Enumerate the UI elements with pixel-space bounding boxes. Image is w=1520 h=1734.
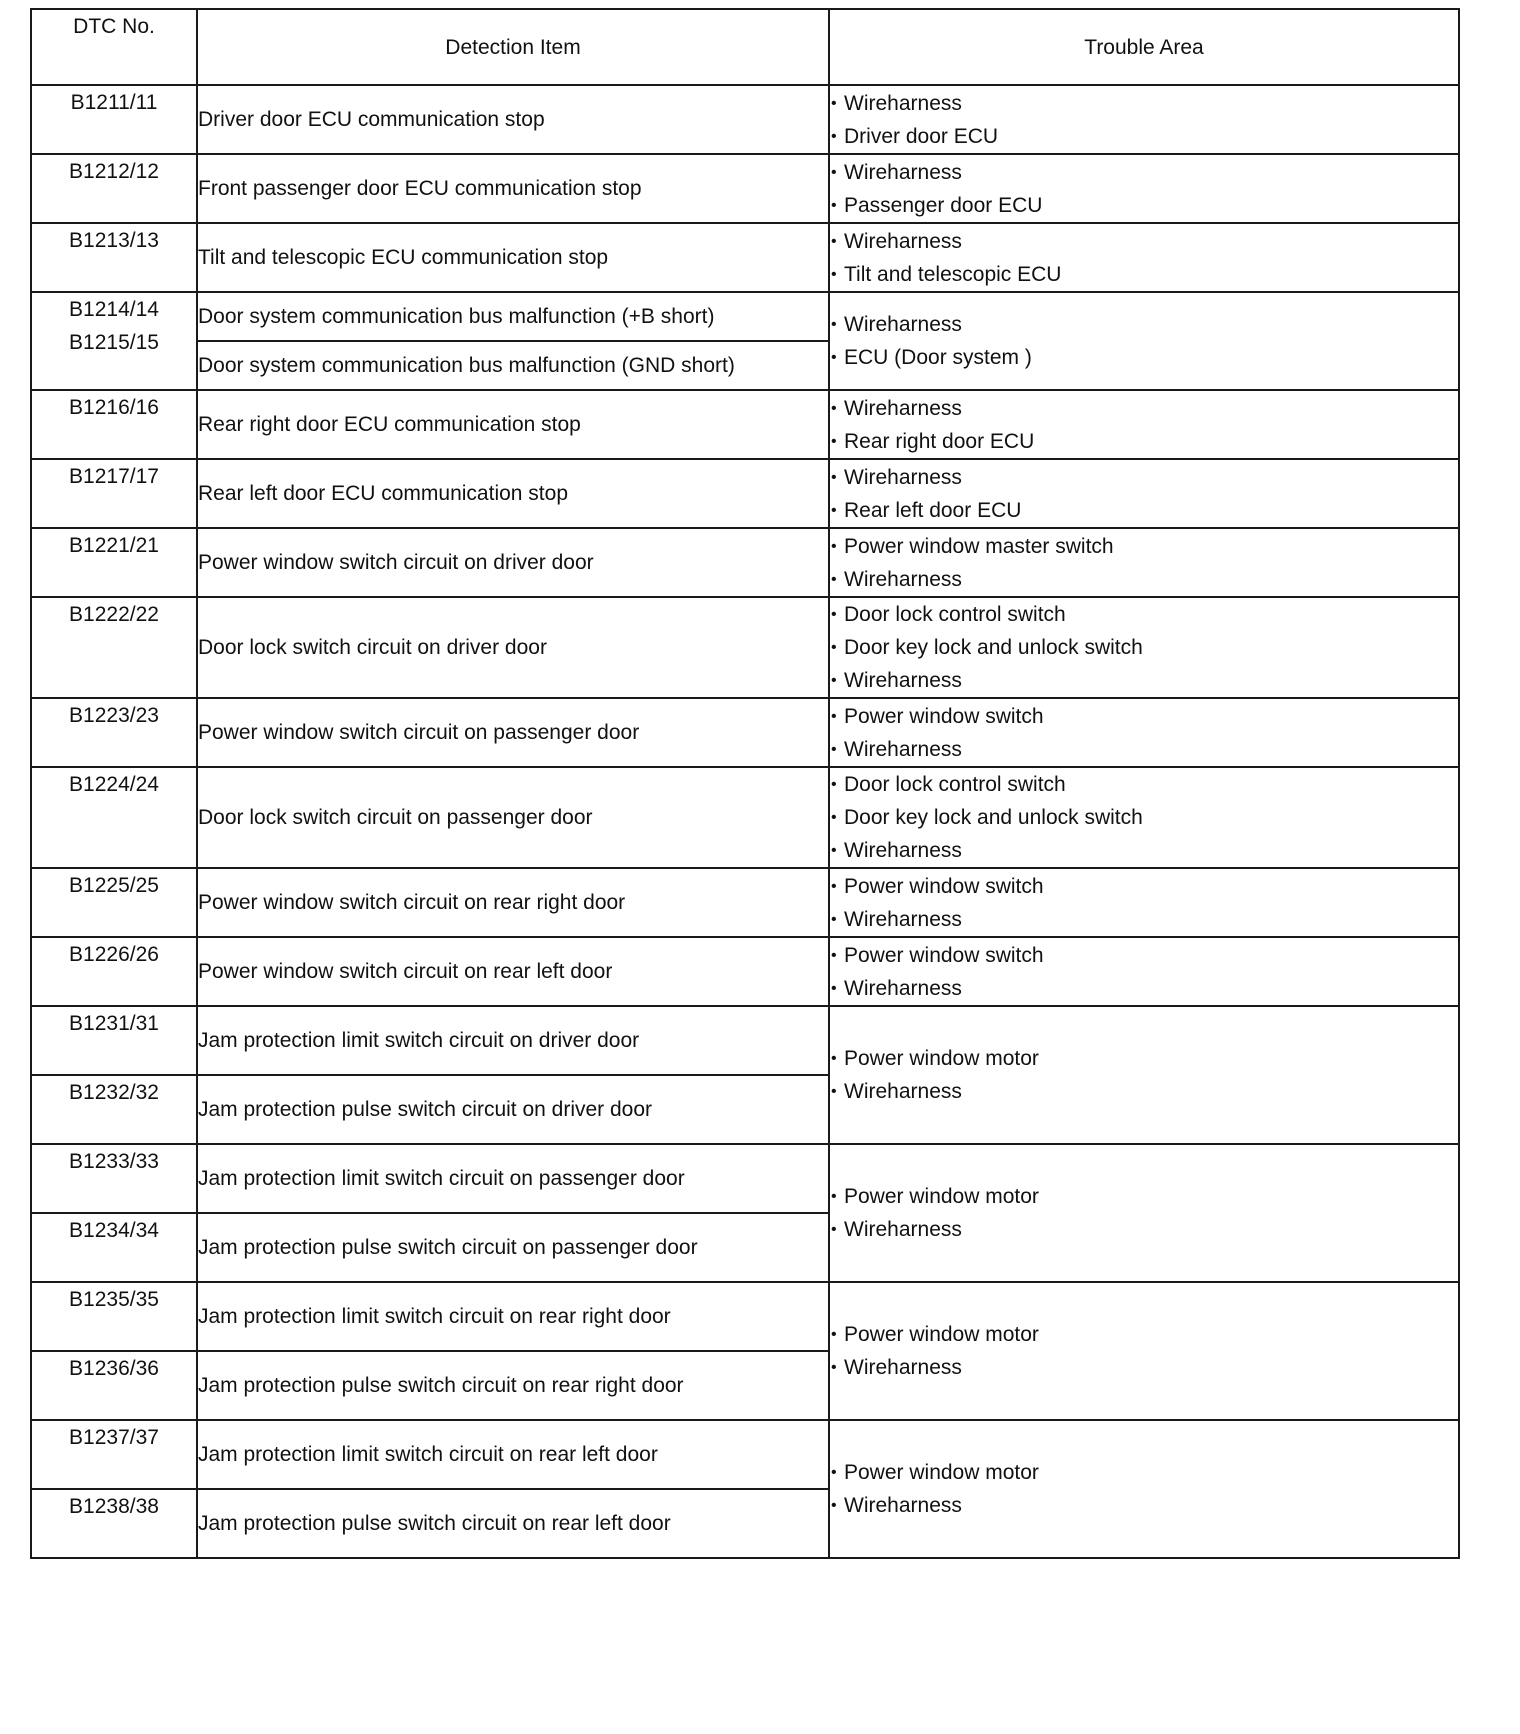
detection-item-cell: Power window switch circuit on rear right door	[197, 868, 829, 937]
trouble-area-list	[830, 768, 1458, 867]
dtc-cell	[31, 1213, 197, 1282]
dtc-cell	[31, 1075, 197, 1144]
trouble-area-item	[830, 120, 1458, 153]
detection-item-cell: Door lock switch circuit on driver door	[197, 597, 829, 698]
table-row	[31, 868, 1459, 937]
trouble-area-text: Wireharness	[844, 465, 962, 489]
table-row	[31, 292, 1459, 341]
header-trouble-area: Trouble Area	[829, 9, 1459, 85]
trouble-area-text: Wireharness	[844, 1080, 962, 1103]
bullet-icon: •	[831, 127, 837, 145]
trouble-area-text: Driver door ECU	[844, 124, 999, 148]
trouble-area-text: Rear left door ECU	[844, 498, 1022, 522]
dtc-cell	[31, 292, 197, 390]
dtc-cell	[31, 597, 197, 698]
dtc-code: B1226/26	[69, 943, 159, 966]
trouble-area-item	[830, 1042, 1458, 1075]
trouble-area-item	[830, 563, 1458, 596]
trouble-area-cell	[829, 390, 1459, 459]
bullet-icon: •	[831, 316, 837, 333]
trouble-area-text: Passenger door ECU	[844, 193, 1043, 217]
trouble-area-text: Power window motor	[844, 1047, 1039, 1070]
dtc-cell	[31, 85, 197, 154]
detection-item-cell: Door system communication bus malfunction (GND short)	[197, 341, 829, 390]
bullet-icon: •	[831, 1497, 837, 1514]
trouble-area-item	[830, 189, 1458, 222]
detection-item-cell: Front passenger door ECU communication stop	[197, 154, 829, 223]
bullet-icon: •	[831, 163, 837, 181]
trouble-area-item	[830, 392, 1458, 425]
bullet-icon: •	[831, 740, 837, 758]
dtc-code: B1231/31	[69, 1012, 159, 1035]
table-row	[31, 597, 1459, 698]
dtc-cell	[31, 1282, 197, 1351]
trouble-area-text: Power window motor	[844, 1461, 1039, 1484]
bullet-icon: •	[831, 468, 837, 486]
detection-item-cell: Rear left door ECU communication stop	[197, 459, 829, 528]
bullet-icon: •	[831, 809, 837, 826]
trouble-area-cell	[829, 1420, 1459, 1558]
dtc-table	[30, 8, 1460, 1559]
trouble-area-cell	[829, 1282, 1459, 1420]
bullet-icon: •	[831, 707, 837, 725]
trouble-area-item	[830, 664, 1458, 697]
trouble-area-text: Wireharness	[844, 839, 962, 862]
trouble-area-cell	[829, 698, 1459, 767]
dtc-code: B1213/13	[69, 229, 159, 252]
dtc-cell	[31, 937, 197, 1006]
dtc-code: B1237/37	[69, 1426, 159, 1449]
dtc-code: B1211/11	[70, 91, 158, 114]
table-row	[31, 1144, 1459, 1213]
bullet-icon: •	[831, 910, 837, 928]
table-header	[31, 9, 1459, 85]
trouble-area-text: Rear right door ECU	[844, 429, 1035, 453]
table-row	[31, 698, 1459, 767]
table-row	[31, 154, 1459, 223]
dtc-code: B1225/25	[69, 874, 159, 897]
trouble-area-item	[830, 939, 1458, 972]
trouble-area-text: Door lock control switch	[844, 773, 1066, 796]
dtc-code: B1212/12	[69, 160, 159, 183]
trouble-area-cell	[829, 85, 1459, 154]
trouble-area-item	[830, 870, 1458, 903]
trouble-area-list	[830, 87, 1458, 153]
trouble-area-text: Power window master switch	[844, 534, 1114, 558]
trouble-area-item	[830, 461, 1458, 494]
trouble-area-text: ECU (Door system )	[844, 346, 1032, 369]
bullet-icon: •	[831, 94, 837, 112]
bullet-icon: •	[831, 606, 837, 623]
detection-item-cell: Jam protection pulse switch circuit on rear left door	[197, 1489, 829, 1558]
trouble-area-item	[830, 834, 1458, 867]
bullet-icon: •	[831, 1188, 837, 1205]
dtc-cell	[31, 459, 197, 528]
trouble-area-item	[830, 225, 1458, 258]
trouble-area-cell	[829, 1006, 1459, 1144]
bullet-icon: •	[831, 1464, 837, 1481]
dtc-cell	[31, 528, 197, 597]
trouble-area-item	[830, 598, 1458, 631]
bullet-icon: •	[831, 979, 837, 997]
bullet-icon: •	[831, 537, 837, 555]
bullet-icon: •	[831, 501, 837, 519]
bullet-icon: •	[831, 946, 837, 964]
table-row	[31, 85, 1459, 154]
trouble-area-item	[830, 258, 1458, 291]
detection-item-cell: Jam protection limit switch circuit on driver door	[197, 1006, 829, 1075]
table-row	[31, 459, 1459, 528]
trouble-area-text: Wireharness	[844, 229, 962, 253]
trouble-area-text: Wireharness	[844, 396, 962, 420]
dtc-code: B1223/23	[69, 704, 159, 727]
dtc-cell	[31, 1144, 197, 1213]
trouble-area-list	[830, 1180, 1458, 1246]
trouble-area-item	[830, 1351, 1458, 1384]
trouble-area-text: Power window switch	[844, 704, 1044, 728]
dtc-code: B1224/24	[69, 773, 159, 796]
detection-item-cell: Jam protection limit switch circuit on passenger door	[197, 1144, 829, 1213]
trouble-area-text: Wireharness	[844, 976, 962, 1000]
trouble-area-cell	[829, 937, 1459, 1006]
bullet-icon: •	[831, 672, 837, 689]
trouble-area-item	[830, 494, 1458, 527]
trouble-area-list	[830, 1456, 1458, 1522]
table-row	[31, 1420, 1459, 1489]
dtc-code: B1235/35	[69, 1288, 159, 1311]
trouble-area-item	[830, 1213, 1458, 1246]
bullet-icon: •	[831, 842, 837, 859]
bullet-icon: •	[831, 570, 837, 588]
detection-item-cell: Rear right door ECU communication stop	[197, 390, 829, 459]
trouble-area-text: Power window switch	[844, 943, 1044, 967]
header-row	[31, 9, 1459, 85]
trouble-area-cell	[829, 868, 1459, 937]
trouble-area-cell	[829, 459, 1459, 528]
trouble-area-text: Wireharness	[844, 737, 962, 761]
trouble-area-list	[830, 870, 1458, 936]
trouble-area-cell	[829, 597, 1459, 698]
trouble-area-cell	[829, 292, 1459, 390]
trouble-area-list	[830, 530, 1458, 596]
dtc-cell	[31, 698, 197, 767]
trouble-area-list	[830, 939, 1458, 1005]
trouble-area-text: Wireharness	[844, 669, 962, 692]
trouble-area-list	[830, 1042, 1458, 1108]
dtc-code: B1214/14	[69, 298, 159, 321]
trouble-area-item	[830, 801, 1458, 834]
trouble-area-text: Power window switch	[844, 874, 1044, 898]
dtc-code: B1215/15	[69, 331, 159, 354]
detection-item-cell: Jam protection pulse switch circuit on passenger door	[197, 1213, 829, 1282]
detection-item-cell: Tilt and telescopic ECU communication stop	[197, 223, 829, 292]
bullet-icon: •	[831, 1083, 837, 1100]
bullet-icon: •	[831, 432, 837, 450]
dtc-cell	[31, 390, 197, 459]
trouble-area-list	[830, 225, 1458, 291]
trouble-area-text: Door key lock and unlock switch	[844, 636, 1143, 659]
dtc-code: B1232/32	[69, 1081, 159, 1104]
trouble-area-list	[830, 1318, 1458, 1384]
bullet-icon: •	[831, 265, 837, 283]
dtc-code: B1221/21	[69, 534, 159, 557]
bullet-icon: •	[831, 196, 837, 214]
dtc-cell	[31, 223, 197, 292]
trouble-area-item	[830, 1489, 1458, 1522]
trouble-area-text: Wireharness	[844, 1494, 962, 1517]
trouble-area-list	[830, 700, 1458, 766]
trouble-area-text: Door lock control switch	[844, 603, 1066, 626]
trouble-area-text: Wireharness	[844, 907, 962, 931]
trouble-area-item	[830, 700, 1458, 733]
trouble-area-text: Power window motor	[844, 1323, 1039, 1346]
dtc-code: B1234/34	[69, 1219, 159, 1242]
header-detection-item: Detection Item	[197, 9, 829, 85]
bullet-icon: •	[831, 399, 837, 417]
dtc-code: B1217/17	[69, 465, 159, 488]
bullet-icon: •	[831, 776, 837, 793]
trouble-area-item	[830, 1456, 1458, 1489]
trouble-area-text: Wireharness	[844, 160, 962, 184]
detection-item-cell: Door lock switch circuit on passenger door	[197, 767, 829, 868]
dtc-cell	[31, 154, 197, 223]
trouble-area-cell	[829, 223, 1459, 292]
trouble-area-list	[830, 156, 1458, 222]
detection-item-cell: Power window switch circuit on passenger door	[197, 698, 829, 767]
table-row	[31, 390, 1459, 459]
bullet-icon: •	[831, 349, 837, 366]
table-row	[31, 223, 1459, 292]
table-body	[31, 85, 1459, 1558]
detection-item-cell: Driver door ECU communication stop	[197, 85, 829, 154]
trouble-area-text: Tilt and telescopic ECU	[844, 262, 1062, 286]
bullet-icon: •	[831, 1326, 837, 1343]
trouble-area-text: Wireharness	[844, 567, 962, 591]
detection-item-cell: Power window switch circuit on driver door	[197, 528, 829, 597]
dtc-cell	[31, 1351, 197, 1420]
dtc-code: B1233/33	[69, 1150, 159, 1173]
trouble-area-item	[830, 425, 1458, 458]
trouble-area-list	[830, 392, 1458, 458]
bullet-icon: •	[831, 232, 837, 250]
dtc-cell	[31, 868, 197, 937]
trouble-area-item	[830, 1318, 1458, 1351]
dtc-cell	[31, 767, 197, 868]
detection-item-cell: Jam protection pulse switch circuit on rear right door	[197, 1351, 829, 1420]
trouble-area-item	[830, 308, 1458, 341]
trouble-area-list	[830, 598, 1458, 697]
trouble-area-item	[830, 631, 1458, 664]
bullet-icon: •	[831, 639, 837, 656]
bullet-icon: •	[831, 1359, 837, 1376]
bullet-icon: •	[831, 1050, 837, 1067]
detection-item-cell: Jam protection limit switch circuit on rear left door	[197, 1420, 829, 1489]
trouble-area-item	[830, 903, 1458, 936]
trouble-area-item	[830, 341, 1458, 374]
dtc-code: B1238/38	[69, 1495, 159, 1518]
detection-item-cell: Jam protection pulse switch circuit on driver door	[197, 1075, 829, 1144]
bullet-icon: •	[831, 877, 837, 895]
trouble-area-item	[830, 1075, 1458, 1108]
detection-item-cell: Door system communication bus malfunction (+B short)	[197, 292, 829, 341]
trouble-area-text: Door key lock and unlock switch	[844, 806, 1143, 829]
dtc-cell	[31, 1006, 197, 1075]
table-row	[31, 937, 1459, 1006]
dtc-code: B1222/22	[69, 603, 159, 626]
trouble-area-item	[830, 1180, 1458, 1213]
table-row	[31, 767, 1459, 868]
trouble-area-cell	[829, 767, 1459, 868]
trouble-area-item	[830, 768, 1458, 801]
table-row	[31, 528, 1459, 597]
trouble-area-item	[830, 87, 1458, 120]
table-row	[31, 1006, 1459, 1075]
bullet-icon: •	[831, 1221, 837, 1238]
trouble-area-text: Power window motor	[844, 1185, 1039, 1208]
trouble-area-cell	[829, 528, 1459, 597]
trouble-area-item	[830, 972, 1458, 1005]
dtc-code: B1216/16	[69, 396, 159, 419]
trouble-area-text: Wireharness	[844, 313, 962, 336]
trouble-area-text: Wireharness	[844, 1356, 962, 1379]
detection-item-cell: Power window switch circuit on rear left door	[197, 937, 829, 1006]
table-row	[31, 1282, 1459, 1351]
trouble-area-item	[830, 530, 1458, 563]
detection-item-cell: Jam protection limit switch circuit on rear right door	[197, 1282, 829, 1351]
trouble-area-text: Wireharness	[844, 91, 962, 115]
trouble-area-cell	[829, 1144, 1459, 1282]
trouble-area-cell	[829, 154, 1459, 223]
trouble-area-list	[830, 461, 1458, 527]
trouble-area-item	[830, 733, 1458, 766]
trouble-area-list	[830, 308, 1458, 374]
header-dtc-no: DTC No.	[31, 9, 197, 85]
trouble-area-text: Wireharness	[844, 1218, 962, 1241]
dtc-code: B1236/36	[69, 1357, 159, 1380]
trouble-area-item	[830, 156, 1458, 189]
dtc-cell	[31, 1420, 197, 1489]
dtc-cell	[31, 1489, 197, 1558]
